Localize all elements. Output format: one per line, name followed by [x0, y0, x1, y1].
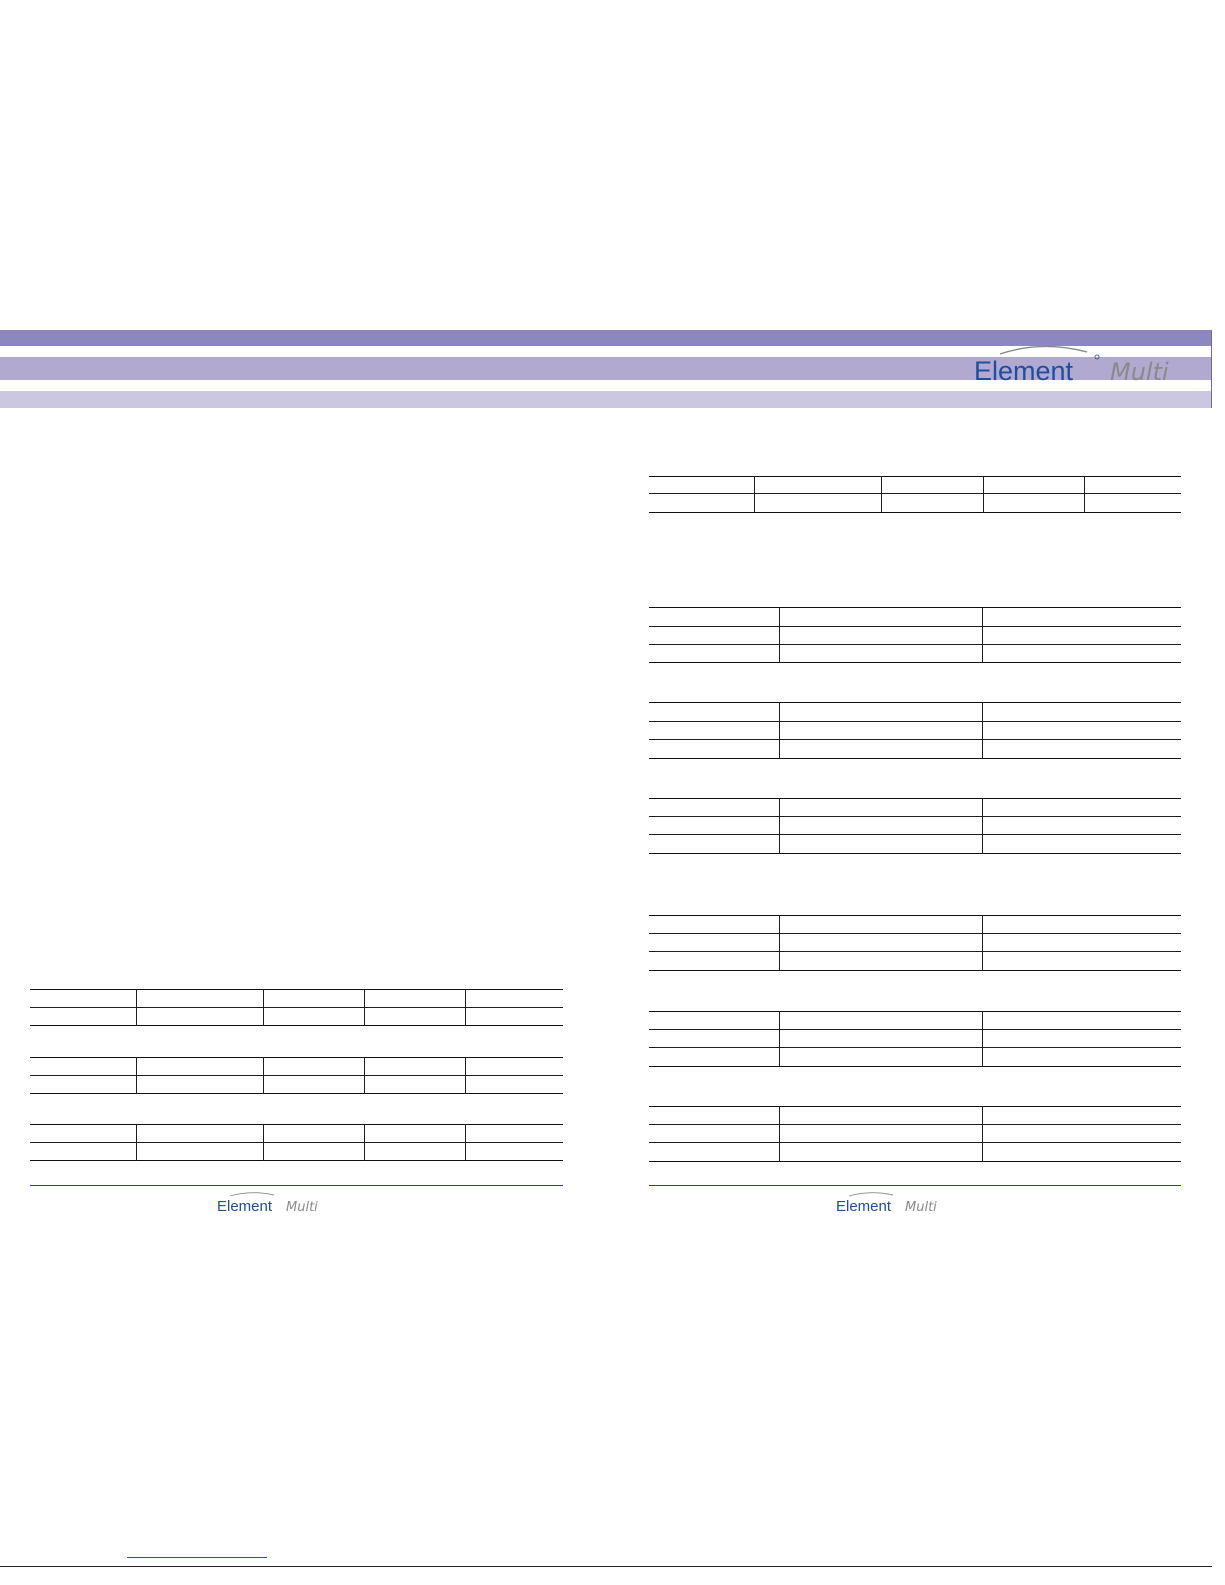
- svg-text:Multi: Multi: [905, 1200, 937, 1215]
- element-multi-logo: [972, 342, 1187, 386]
- svg-text:Element: Element: [217, 1198, 273, 1215]
- left-table-3: [30, 1124, 563, 1161]
- hyperlink-underline[interactable]: [127, 1557, 267, 1558]
- right-table-1: [649, 476, 1181, 513]
- logo-word: Element: [974, 356, 1074, 386]
- left-table-2: [30, 1057, 563, 1094]
- right-table-3: [649, 702, 1181, 759]
- footer-logo-left: [216, 1191, 326, 1215]
- right-table-7: [649, 1106, 1181, 1162]
- svg-text:Multi: Multi: [286, 1200, 318, 1215]
- footer-logo-right: [835, 1191, 945, 1215]
- left-footer-rule: [30, 1185, 563, 1186]
- header-band-light: [0, 391, 1212, 408]
- svg-text:Element: Element: [836, 1198, 892, 1215]
- right-table-4: [649, 798, 1181, 854]
- right-table-5: [649, 915, 1181, 971]
- logo-suffix: Multi: [1110, 358, 1169, 386]
- header-edge-line: [1211, 330, 1212, 408]
- right-table-2: [649, 607, 1181, 663]
- left-table-1: [30, 989, 563, 1026]
- right-footer-rule: [649, 1185, 1181, 1186]
- right-table-6: [649, 1011, 1181, 1067]
- page-bottom-rule: [0, 1566, 1212, 1567]
